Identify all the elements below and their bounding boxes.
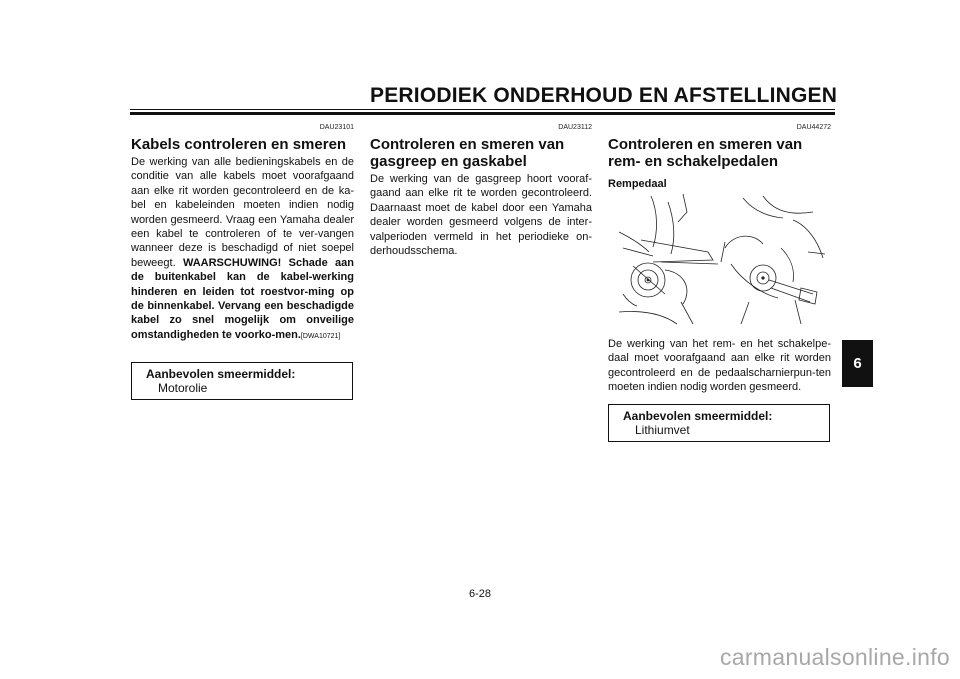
header-rule-thin xyxy=(130,109,835,110)
section-body xyxy=(131,155,354,344)
pedal-illustration xyxy=(613,192,828,330)
section-body: De werking van het rem- en het schakelpe-daal moet voorafgaand aan elke rit worden gecontroleerd en de pedaalscharnierpun-ten moeten indien nodig worden gesmeerd. xyxy=(608,338,831,394)
left-column xyxy=(131,124,354,344)
lubricant-box xyxy=(131,362,353,400)
page-number: 6-28 xyxy=(468,588,492,600)
section-code: DAU44272 xyxy=(796,124,831,131)
lubricant-value: Motorolie xyxy=(158,381,208,395)
section-code: DAU23112 xyxy=(558,124,592,131)
lubricant-value: Lithiumvet xyxy=(635,423,690,437)
section-heading: Controleren en smeren van gasgreep en gaskabel xyxy=(370,136,565,170)
watermark: carmanualsonline.info xyxy=(719,644,950,670)
section-code: DAU23101 xyxy=(319,124,354,131)
right-column xyxy=(608,124,831,196)
header-rule-thick xyxy=(130,112,835,115)
right-body-wrapper xyxy=(608,337,831,395)
body-text: De werking van alle bedieningskabels en de conditie van alle kabels moet voorafgaand aan elke rit worden gecontroleerd en de ka-bel en kabeleinden moeten indien nodig worden gesmeerd. Vraag een Yamaha dealer een kabel te controleren of te ver-vangen wanneer deze is beschadigd of niet soepel beweegt. xyxy=(131,156,354,269)
lubricant-label: Aanbevolen smeermiddel: xyxy=(623,409,773,423)
subheading: Rempedaal xyxy=(608,178,667,190)
warning-text: WAARSCHUWING! Schade aan de buitenkabel kan de kabel-werking hinderen en leiden tot roestvor-ming op de binnenkabel. Vervang een beschadigde kabel zo snel mogelijk om onveilige omstandigheden te voorko-men. xyxy=(131,256,354,341)
chapter-title: PERIODIEK ONDERHOUD EN AFSTELLINGEN xyxy=(370,84,838,107)
section-heading: Kabels controleren en smeren xyxy=(131,136,347,153)
section-body: De werking van de gasgreep hoort vooraf-gaand aan elke rit te worden gecontroleerd. Daarnaast moet de kabel door een Yamaha dealer worden gesmeerd volgens de inter-valperioden vermeld in het periodieke on-derhoudsschema. xyxy=(370,173,592,258)
section-heading: Controleren en smeren van rem- en schakelpedalen xyxy=(608,136,803,170)
warning-code: [DWA10721] xyxy=(300,332,341,340)
lubricant-label: Aanbevolen smeermiddel: xyxy=(146,367,296,381)
chapter-tab: 6 xyxy=(842,340,873,387)
lubricant-box xyxy=(608,404,830,442)
middle-column xyxy=(370,124,592,258)
